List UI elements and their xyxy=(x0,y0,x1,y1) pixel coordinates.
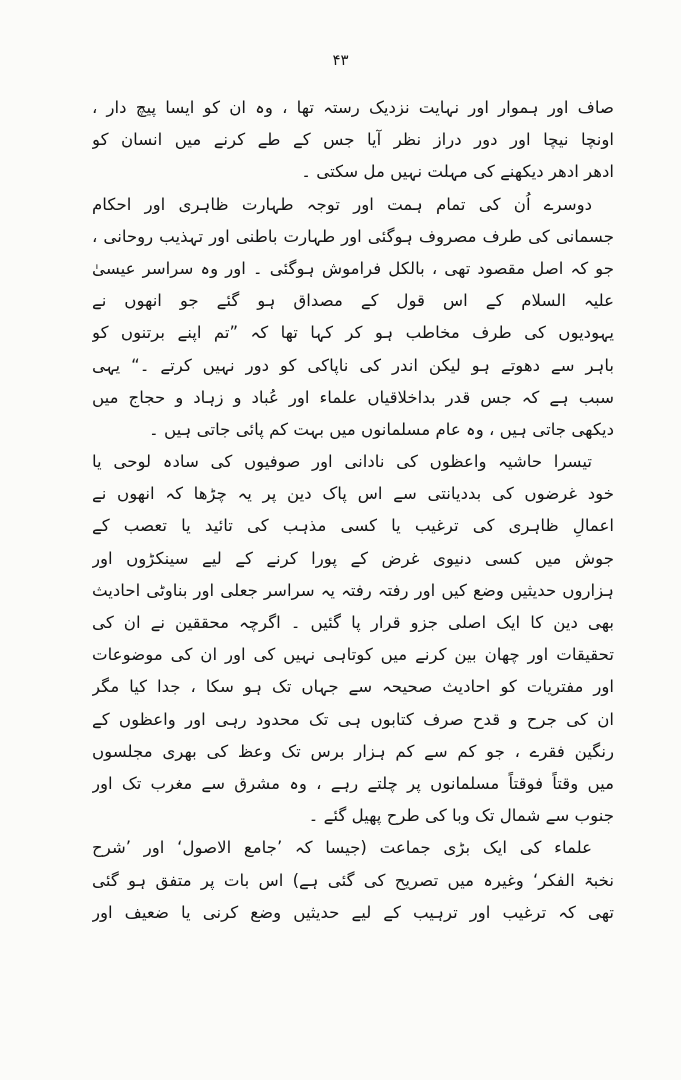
text-line: صاف اور ہموار اور نہایت نزدیک رستہ تھا ، وہ ان کو ایسا پیچ دار ، xyxy=(92,98,614,117)
text-line: اونچا نیچا اور دور دراز نظر آیا جس کے طے کرنے میں انسان کو xyxy=(92,130,614,150)
text-line: اعمالِ ظاہری کی ترغیب یا کسی مذہب کی تائید یا تعصب کے xyxy=(92,516,614,536)
text-line: ادھر ادھر دیکھنے کی مہلت نہیں مل سکتی ۔ xyxy=(301,162,614,182)
body-text xyxy=(92,92,614,929)
text-line: رنگین فقرے ، جو کم سے کم ہزار برس تک وعظ کی بھری مجلسوں xyxy=(92,741,614,761)
text-line: علماء کی ایک بڑی جماعت (جیسا کہ ’جامع الاصول‘ اور ’شرح xyxy=(92,838,592,858)
text-line: جنوب سے شمال تک وبا کی طرح پھیل گئے ۔ xyxy=(308,806,614,826)
text-line: خود غرضوں کی بددیانتی سے اس پاک دین پر یہ چڑھا کہ انھوں نے xyxy=(92,484,614,504)
text-line: ہزاروں حدیثیں وضع کیں اور رفتہ رفتہ یہ سراسر جعلی اور بناوٹی احادیث xyxy=(92,580,614,600)
text-line: میں وقتاً فوقتاً مسلمانوں پر چلتے رہے ، وہ مشرق سے مغرب تک اور xyxy=(92,773,614,793)
text-line: تیسرا حاشیہ واعظوں کی نادانی اور صوفیوں کی سادہ لوحی یا xyxy=(92,452,592,472)
text-line: باہر سے دھوتے ہو لیکن اندر کی ناپاکی کو دور نہیں کرتے ۔“ یہی xyxy=(92,355,614,375)
text-line: جسمانی کی طرف مصروف ہوگئی اور طہارت باطنی اور تہذیب روحانی ، xyxy=(92,226,614,246)
text-line: تحقیقات اور چھان بین کرنے میں کوتاہی نہیں کی اور ان کی موضوعات xyxy=(92,645,614,665)
text-line: اور مفتریات کو احادیث صحیحہ سے جہاں تک ہو سکا ، جدا کیا مگر xyxy=(92,677,614,697)
page-number: ۴۳ xyxy=(332,51,349,69)
text-line: نخبۃ الفکر‘ وغیرہ میں تصریح کی گئی ہے) اس بات پر متفق ہو گئی xyxy=(92,870,614,890)
text-line: بھی دین کا ایک اصلی جزو قرار پا گئیں ۔ اگرچہ محققین نے ان کی xyxy=(92,613,614,632)
text-line: جوش میں کسی دنیوی غرض کے پورا کرنے کے لیے سینکڑوں اور xyxy=(92,548,614,568)
text-line: یہودیوں کی طرف مخاطب ہو کر کہا تھا کہ ”تم اپنے برتنوں کو xyxy=(92,323,614,343)
text-line: جو کہ اصل مقصود تھی ، بالکل فراموش ہوگئی ۔ اور وہ سراسر عیسیٰ xyxy=(92,258,614,278)
text-line: علیہ السلام کے اس قول کے مصداق ہو گئے جو انھوں نے xyxy=(92,291,614,311)
text-line: تھی کہ ترغیب اور ترہیب کے لیے حدیثیں وضع کرنی یا ضعیف اور xyxy=(92,902,614,922)
text-line: ان کی جرح و قدح صرف کتابوں ہی تک محدود رہی اور واعظوں کے xyxy=(92,709,614,729)
text-line: سبب ہے کہ جس قدر بداخلاقیاں علماء اور عُباد و زہاد و حجاج میں xyxy=(92,387,614,407)
text-line: دوسرے اُن کی تمام ہمت اور توجہ طہارت ظاہری اور احکام xyxy=(92,194,592,214)
text-line: دیکھی جاتی ہیں ، وہ عام مسلمانوں میں بہت کم پائی جاتی ہیں ۔ xyxy=(149,419,614,439)
